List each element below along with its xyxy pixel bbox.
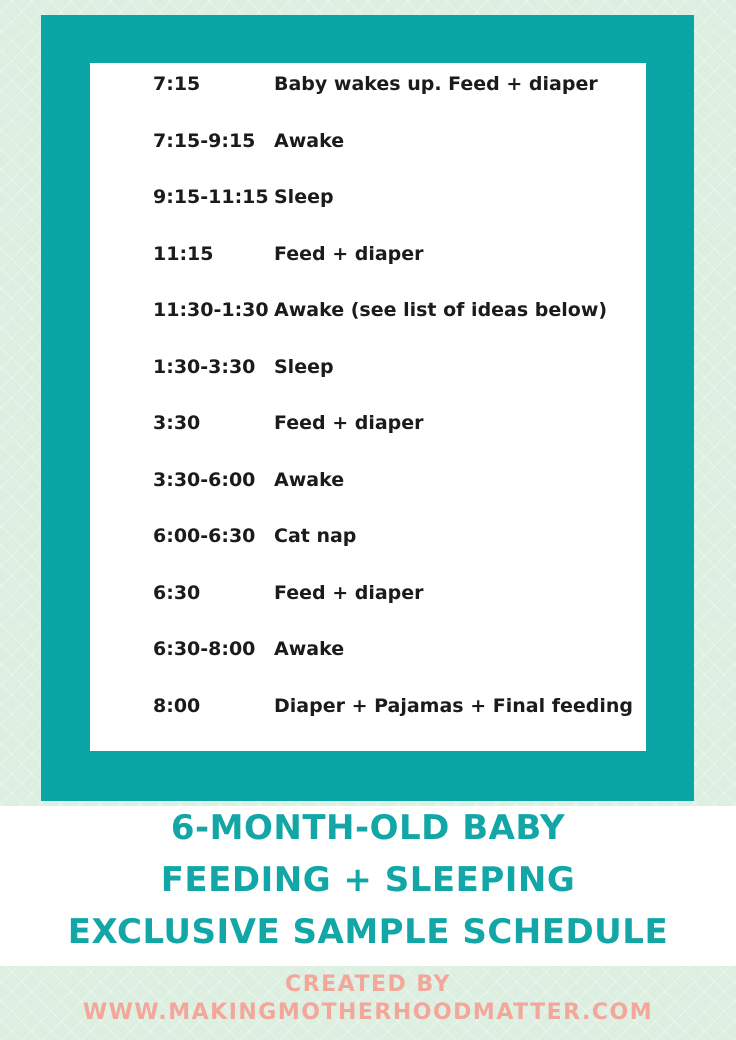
schedule-time: 6:30: [153, 582, 201, 604]
schedule-time: 7:15: [153, 73, 201, 95]
schedule-activity: Baby wakes up. Feed + diaper: [274, 73, 598, 95]
schedule-time: 1:30-3:30: [153, 356, 256, 378]
schedule-time: 11:30-1:30: [153, 299, 269, 321]
schedule-card: [90, 63, 646, 751]
schedule-time: 6:30-8:00: [153, 638, 256, 660]
schedule-activity: Awake: [274, 469, 345, 491]
schedule-time: 3:30-6:00: [153, 469, 256, 491]
schedule-activity: Sleep: [274, 186, 334, 208]
schedule-activity: Cat nap: [274, 525, 357, 547]
schedule-activity: Awake: [274, 130, 345, 152]
schedule-activity: Feed + diaper: [274, 243, 424, 265]
schedule-activity: Awake: [274, 638, 345, 660]
schedule-time: 7:15-9:15: [153, 130, 256, 152]
schedule-time: 8:00: [153, 695, 201, 717]
schedule-activity: Diaper + Pajamas + Final feeding: [274, 695, 634, 717]
schedule-time: 6:00-6:30: [153, 525, 256, 547]
schedule-activity: Feed + diaper: [274, 582, 424, 604]
title-line-3: EXCLUSIVE SAMPLE SCHEDULE: [67, 912, 669, 952]
title-line-1: 6-MONTH-OLD BABY: [170, 808, 566, 848]
credit-line-1: CREATED BY: [285, 972, 451, 997]
credit-url: WWW.MAKINGMOTHERHOODMATTER.COM: [82, 1000, 654, 1025]
title-line-2: FEEDING + SLEEPING: [160, 860, 576, 900]
schedule-activity: Awake (see list of ideas below): [274, 299, 608, 321]
schedule-time: 11:15: [153, 243, 214, 265]
schedule-activity: Feed + diaper: [274, 412, 424, 434]
schedule-time: 9:15-11:15: [153, 186, 269, 208]
schedule-activity: Sleep: [274, 356, 334, 378]
schedule-time: 3:30: [153, 412, 201, 434]
